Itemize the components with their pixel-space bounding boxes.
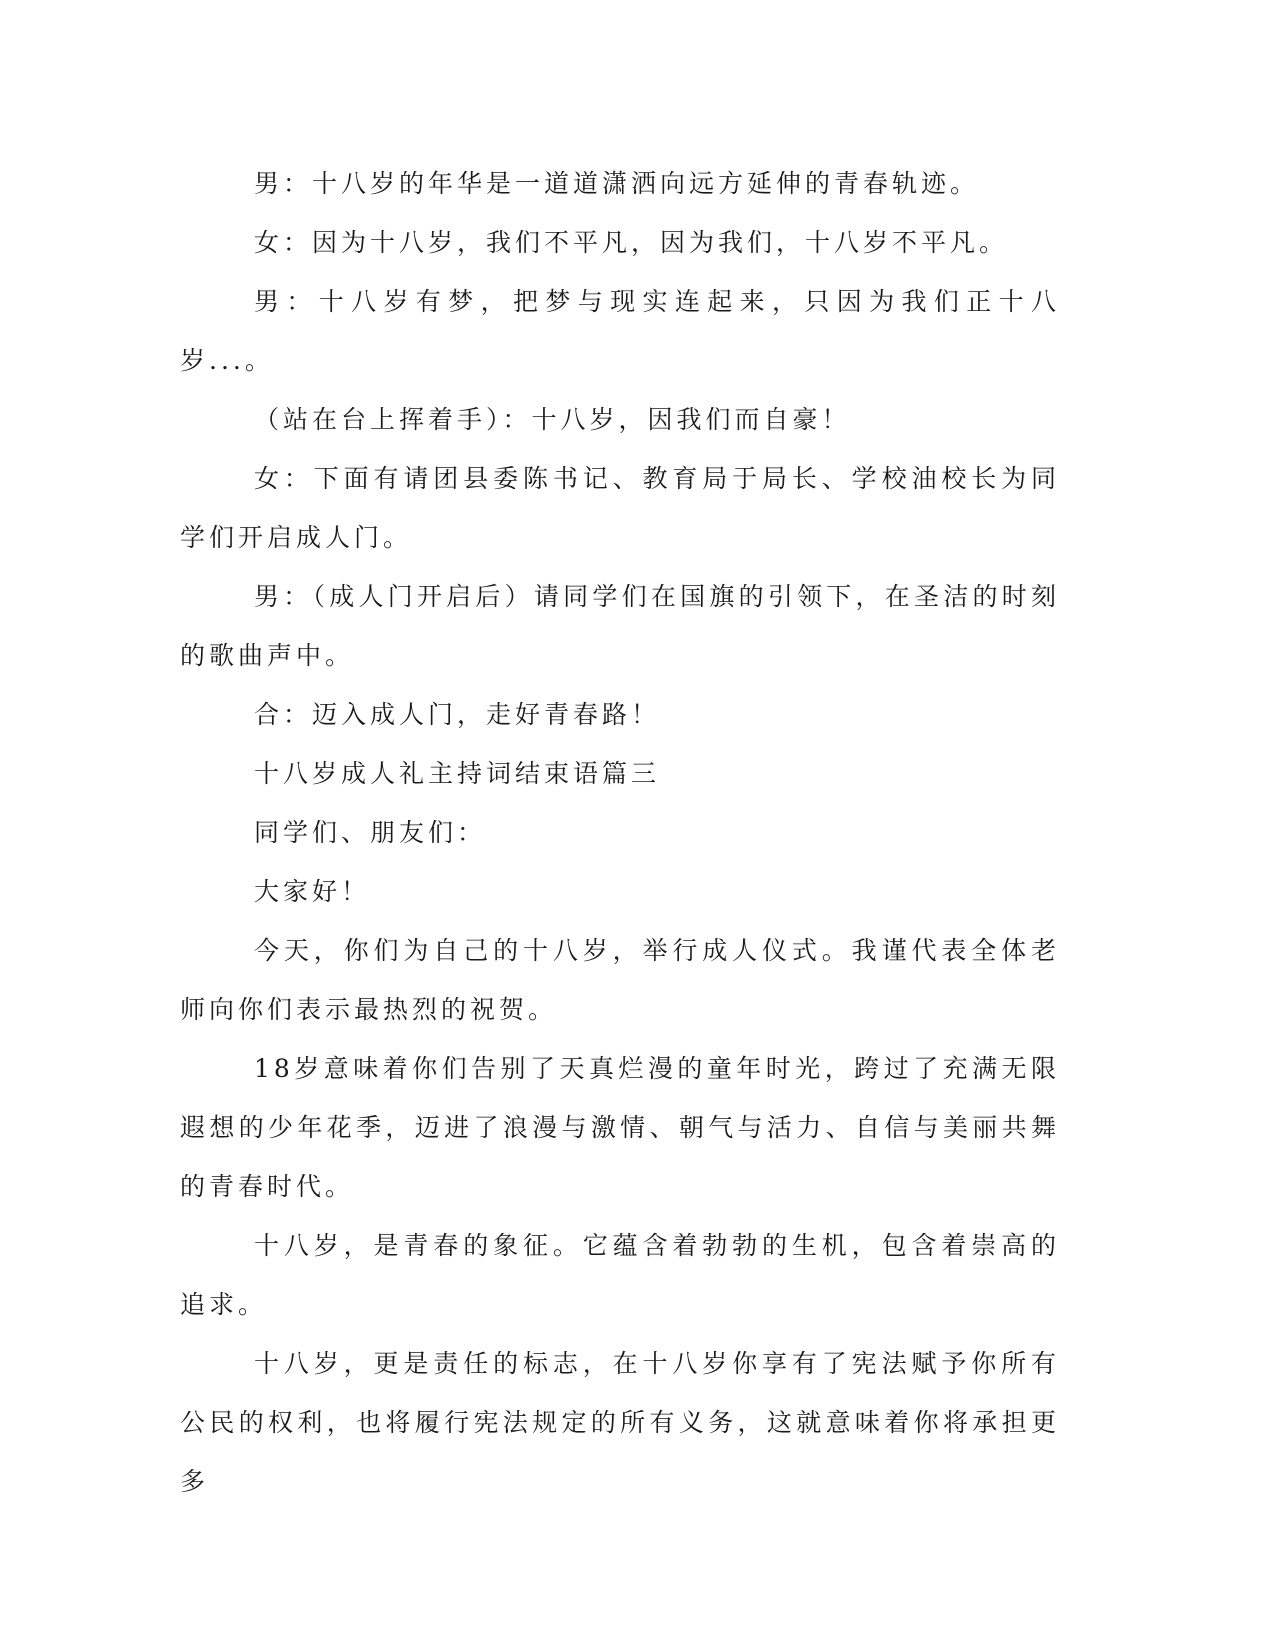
greeting: 大家好！ [254, 877, 371, 906]
document-body [180, 154, 1060, 1511]
paragraph: 男：十八岁有梦，把梦与现实连起来，只因为我们正十八岁...。 [180, 287, 1060, 375]
paragraph: （站在台上挥着手）：十八岁，因我们而自豪！ [254, 405, 851, 434]
paragraph: 合：迈入成人门，走好青春路！ [254, 700, 661, 729]
salutation: 同学们、朋友们： [254, 818, 487, 847]
section-heading: 十八岁成人礼主持词结束语篇三 [254, 759, 661, 788]
paragraph: 女：因为十八岁，我们不平凡，因为我们，十八岁不平凡。 [254, 228, 1009, 257]
paragraph: 18岁意味着你们告别了天真烂漫的童年时光，跨过了充满无限遐想的少年花季，迈进了浪漫与激情、朝气与活力、自信与美丽共舞的青春时代。 [180, 1054, 1060, 1201]
paragraph: 今天，你们为自己的十八岁，举行成人仪式。我谨代表全体老师向你们表示最热烈的祝贺。 [180, 936, 1060, 1024]
paragraph: 男：十八岁的年华是一道道潇洒向远方延伸的青春轨迹。 [254, 169, 980, 198]
paragraph: 女：下面有请团县委陈书记、教育局于局长、学校油校长为同学们开启成人门。 [180, 464, 1060, 552]
paragraph: 十八岁，是青春的象征。它蕴含着勃勃的生机，包含着崇高的追求。 [180, 1231, 1060, 1319]
paragraph: 男：（成人门开启后）请同学们在国旗的引领下，在圣洁的时刻的歌曲声中。 [180, 582, 1060, 670]
paragraph: 十八岁，更是责任的标志，在十八岁你享有了宪法赋予你所有公民的权利，也将履行宪法规定的所有义务，这就意味着你将承担更多 [180, 1349, 1060, 1496]
